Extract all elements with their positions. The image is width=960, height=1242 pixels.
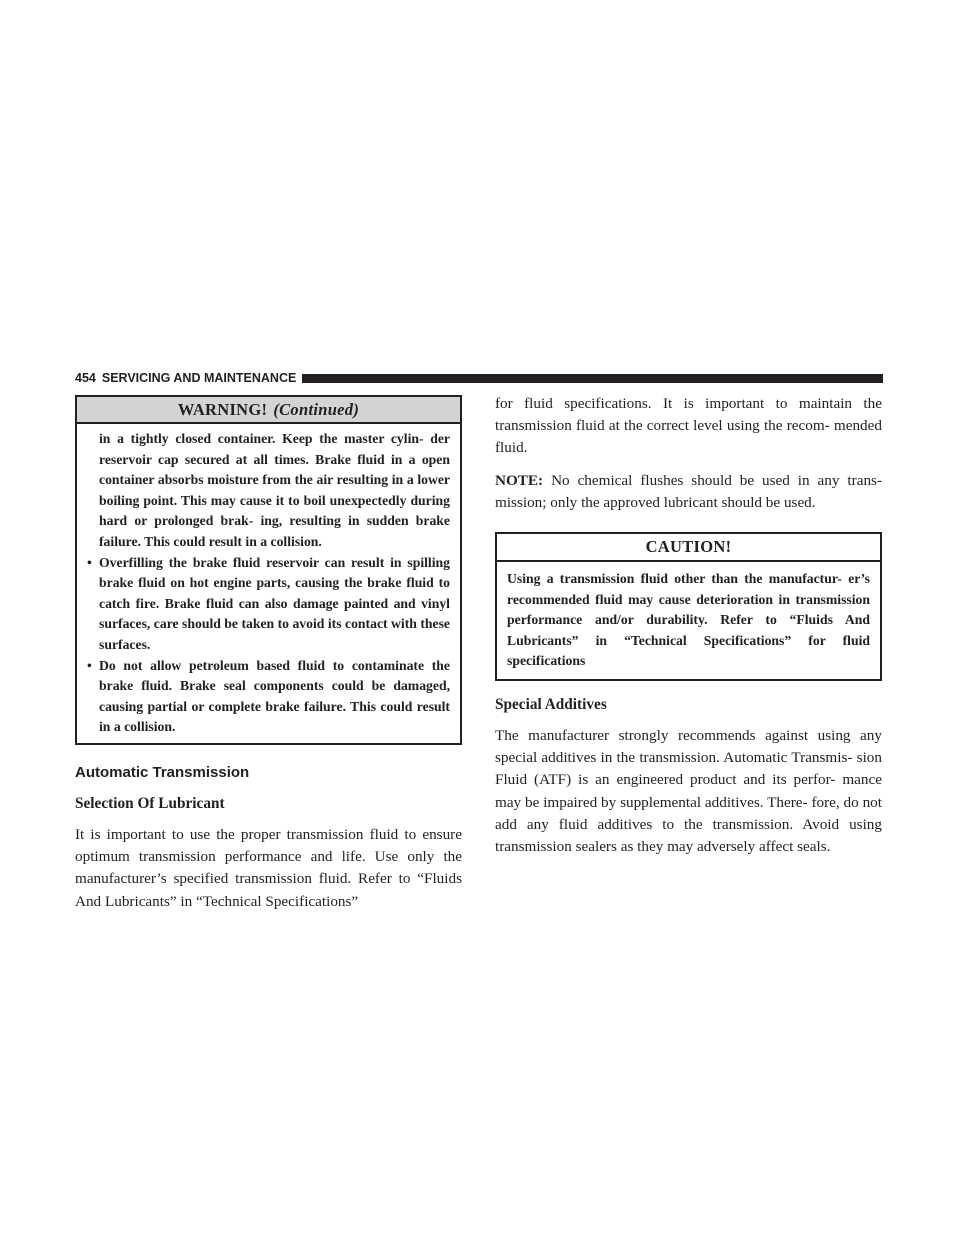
bullet-icon: • bbox=[87, 657, 92, 673]
header-rule bbox=[302, 374, 883, 383]
warning-bullet-text: Overfilling the brake fluid reservoir can result in spilling brake fluid on hot engine parts, causing the brake fluid to catch fire. Brake fluid can also damage painted and vinyl surfaces, care should be taken to avoid its contact with these surfaces. bbox=[99, 554, 450, 652]
warning-title: WARNING! bbox=[177, 400, 268, 419]
warning-bullet bbox=[87, 553, 450, 656]
special-additives-paragraph: The manufacturer strongly recommends against using any special additives in the transmission. Automatic Transmis- sion Fluid (ATF) is an engineered product and its perfor- mance may be impaired by supplemental additives. There- fore, do not add any fluid additives to the transmission. Avoid using transmission sealers as they may adversely affect seals. bbox=[495, 726, 882, 855]
warning-box bbox=[75, 395, 462, 745]
selection-of-lubricant-heading: Selection Of Lubricant bbox=[75, 794, 225, 812]
warning-continued: (Continued) bbox=[273, 400, 360, 419]
bullet-icon: • bbox=[87, 554, 92, 570]
warning-bullet-text: Do not allow petroleum based fluid to contaminate the brake fluid. Brake seal components could be damaged, causing partial or complete brake failure. This could result in a collision. bbox=[99, 657, 450, 735]
page-header bbox=[75, 370, 883, 386]
page-number: 454 bbox=[75, 371, 96, 385]
special-additives-heading: Special Additives bbox=[495, 695, 607, 713]
automatic-transmission-heading: Automatic Transmission bbox=[75, 763, 250, 781]
caution-box bbox=[495, 532, 882, 681]
note-paragraph bbox=[495, 470, 882, 514]
section-title: SERVICING AND MAINTENANCE bbox=[101, 371, 297, 385]
right-column bbox=[495, 393, 882, 858]
lubricant-paragraph: It is important to use the proper transmission fluid to ensure optimum transmission performance and life. Use only the manufacturer’s specified transmission fluid. Refer to “Fluids And Lubricants” in “Technical Specifications” bbox=[75, 825, 462, 910]
warning-body bbox=[77, 424, 460, 743]
left-column bbox=[75, 395, 462, 913]
note-label: NOTE: bbox=[495, 471, 544, 489]
caution-text: Using a transmission fluid other than the manufactur- er’s recommended fluid may cause deterioration in transmission performance and/or durability. Refer to “Fluids And Lubricants” in “Technical Specifications” for fluid specifications bbox=[507, 571, 870, 669]
caution-title: CAUTION! bbox=[497, 534, 880, 562]
warning-intro: in a tightly closed container. Keep the master cylin- der reservoir cap secured at all times. Brake fluid in a open container absorbs moisture from the air resulting in a lower boiling point. This may cause it to boil unexpectedly during hard or prolonged brak- ing, resulting in sudden brake failure. This could result in a collision. bbox=[99, 431, 450, 549]
lubricant-paragraph-continued: for fluid specifications. It is important to maintain the transmission fluid at the correct level using the recom- mended fluid. bbox=[495, 395, 882, 457]
warning-header bbox=[77, 397, 460, 424]
warning-bullet bbox=[87, 656, 450, 738]
note-text: No chemical flushes should be used in any trans- mission; only the approved lubricant should be used. bbox=[495, 471, 883, 511]
